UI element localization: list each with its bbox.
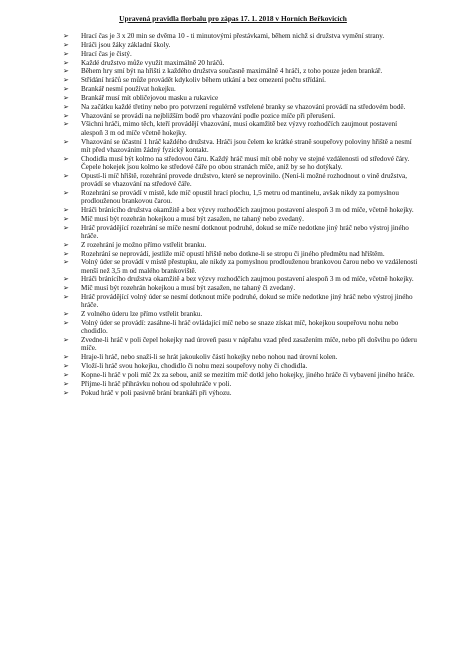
rule-item — [63, 93, 420, 102]
arrow-bullet-icon: ➢ — [63, 111, 69, 120]
arrow-bullet-icon: ➢ — [63, 205, 69, 214]
arrow-bullet-icon: ➢ — [63, 214, 69, 223]
arrow-bullet-icon: ➢ — [63, 240, 69, 249]
rule-text: Na začátku každé třetiny nebo pro potvrzení regulérně vstřelené branky se vhazování provádí na středovém bodě. — [81, 102, 406, 111]
rule-text: Střídání hráčů se může provádět kdykoliv během utkání a bez omezení počtu střídání. — [81, 76, 326, 85]
arrow-bullet-icon: ➢ — [63, 32, 69, 40]
rule-text: Přijme-li hráč přihrávku nohou od spoluhráče v poli. — [81, 379, 232, 388]
rule-text: Brankář musí mít obličejovou masku a rukavice — [81, 93, 219, 102]
rule-text: Hrací čas je 3 x 20 min se dvěma 10 - ti minutovými přestávkami, během nichž si družstva vymění strany. — [81, 32, 385, 40]
arrow-bullet-icon: ➢ — [63, 362, 69, 371]
rule-text: Z volného úderu lze přímo vstřelit branku. — [81, 310, 203, 319]
rule-item — [63, 67, 420, 76]
arrow-bullet-icon: ➢ — [63, 249, 69, 258]
rule-text: Hráč provádějící rozehrání se míče nesmí dotknout podruhé, dokud se míče nedotkne jiný hráč nebo výstroj jiného hráče. — [81, 223, 409, 240]
rule-text: Vhazování se účastní 1 hráč každého družstva. Hráči jsou čelem ke krátké straně soupeřovy poloviny hřiště a nesmí mít před vhazováním žádný fyzický kontakt. — [81, 137, 412, 154]
rule-text: Kopne-li hráč v poli míč 2x za sebou, aniž se mezitím míč dotkl jeho hokejky, jiného hráče či vybavení jiného hráče. — [81, 370, 415, 379]
rule-text: Hráči bránícího družstva okamžitě a bez výzvy rozhodčích zaujmou postavení alespoň 3 m od míče, včetně hokejky. — [81, 205, 414, 214]
rule-text: Vloží-li hráč svou hokejku, chodidlo či nohu mezi soupeřovy nohy či chodidla. — [81, 362, 308, 371]
page-title: Upravená pravidla florbalu pro zápas 17. 1. 2018 v Horních Beřkovicích — [119, 14, 347, 23]
rule-item — [63, 319, 420, 336]
arrow-bullet-icon: ➢ — [63, 120, 69, 129]
arrow-bullet-icon: ➢ — [63, 275, 69, 284]
arrow-bullet-icon: ➢ — [63, 293, 69, 302]
rule-item — [63, 240, 420, 249]
arrow-bullet-icon: ➢ — [63, 102, 69, 111]
rule-item — [63, 284, 420, 293]
rule-text: Během hry smí být na hřišti z každého družstva současně maximálně 4 hráči, z toho pouze jeden brankář. — [81, 67, 383, 76]
rule-item — [63, 85, 420, 94]
rule-item — [63, 370, 420, 379]
rule-item — [63, 258, 420, 275]
rule-text: Hráči jsou žáky základní školy. — [81, 40, 171, 49]
arrow-bullet-icon: ➢ — [63, 336, 69, 345]
rule-text: Hrací čas je čistý. — [81, 49, 132, 58]
rule-item — [63, 362, 420, 371]
rule-text: Hráč provádějící volný úder se nesmí dotknout míče podruhé, dokud se míče nedotkne jiný hráč nebo výstroj jiného hráče. — [81, 293, 413, 310]
arrow-bullet-icon: ➢ — [63, 223, 69, 232]
arrow-bullet-icon: ➢ — [63, 40, 69, 49]
arrow-bullet-icon: ➢ — [63, 93, 69, 102]
rule-text: Každé družstvo může využít maximálně 20 hráčů. — [81, 58, 225, 67]
arrow-bullet-icon: ➢ — [63, 85, 69, 94]
rule-item — [63, 214, 420, 223]
rule-item — [63, 379, 420, 388]
rule-text: Z rozehrání je možno přímo vstřelit branku. — [81, 240, 207, 249]
rule-item — [63, 310, 420, 319]
rule-item — [63, 154, 420, 172]
rule-item — [63, 32, 420, 40]
rule-item — [63, 58, 420, 67]
rule-item — [63, 120, 420, 137]
rule-item — [63, 293, 420, 310]
rules-list — [63, 32, 420, 397]
arrow-bullet-icon: ➢ — [63, 49, 69, 58]
rule-text: Rozehrání se provádí v místě, kde míč opustil hrací plochu, 1,5 metru od mantinelu, avšak nikdy za pomyslnou prodlouženou brankovou čarou. — [81, 188, 399, 206]
arrow-bullet-icon: ➢ — [63, 137, 69, 146]
arrow-bullet-icon: ➢ — [63, 258, 69, 267]
arrow-bullet-icon: ➢ — [63, 319, 69, 328]
rule-text: Hraje-li hráč, nebo snaží-li se hrát jakoukoliv částí hokejky nebo nohou nad úrovní kolen. — [81, 353, 338, 362]
arrow-bullet-icon: ➢ — [63, 353, 69, 362]
rule-item — [63, 171, 420, 189]
rule-text: Volný úder se provádí v místě přestupku, ale nikdy za pomyslnou prodlouženou brankovou čarou nebo ve vzdálenosti menší než 3,5 m od malého brankoviště. — [81, 258, 418, 275]
rule-item — [63, 137, 420, 155]
arrow-bullet-icon: ➢ — [63, 67, 69, 76]
rule-text: Opustí-li míč hřiště, rozehrání provede družstvo, které se neprovinilo. (Není-li možné rozhodnout o vině družstva, provádí se vhazování na středové čáře. — [81, 171, 407, 188]
rule-text: Pokud hráč v poli pasivně brání brankáři při výhozu. — [81, 388, 232, 397]
arrow-bullet-icon: ➢ — [63, 154, 69, 163]
rule-item — [63, 223, 420, 241]
arrow-bullet-icon: ➢ — [63, 379, 69, 388]
arrow-bullet-icon: ➢ — [63, 58, 69, 67]
rule-item — [63, 76, 420, 85]
arrow-bullet-icon: ➢ — [63, 370, 69, 379]
arrow-bullet-icon: ➢ — [63, 388, 69, 397]
rule-text: Volný úder se provádí: zasáhne-li hráč ovládající míč nebo se snaze získat míč, hokejkou soupeřovu nohu nebo chodidlo. — [81, 319, 399, 336]
arrow-bullet-icon: ➢ — [63, 171, 69, 180]
rule-item — [63, 49, 420, 58]
arrow-bullet-icon: ➢ — [63, 284, 69, 293]
rule-item — [63, 188, 420, 206]
arrow-bullet-icon: ➢ — [63, 310, 69, 319]
rule-item — [63, 388, 420, 397]
rule-item — [63, 111, 420, 120]
rule-item — [63, 40, 420, 49]
rule-item — [63, 275, 420, 284]
rule-item — [63, 205, 420, 214]
rule-item — [63, 353, 420, 362]
rule-text: Zvedne-li hráč v poli čepel hokejky nad úroveň pasu v nápřahu vzad před zasažením míče, nebo při došvihu po úderu míče. — [81, 336, 417, 353]
rule-text: Míč musí být rozehrán hokejkou a musí být zasažen, ne tahaný či zvedaný. — [81, 284, 296, 293]
rule-item — [63, 336, 420, 353]
rule-item — [63, 249, 420, 258]
rule-text: Všichni hráči, mimo těch, kteří provádějí vhazování, musí okamžitě bez výzvy rozhodčích zaujmout postavení alespoň 3 m od míče včetně hokejky. — [81, 120, 398, 137]
arrow-bullet-icon: ➢ — [63, 76, 69, 85]
rule-text: Brankář nesmí používat hokejku. — [81, 85, 176, 94]
arrow-bullet-icon: ➢ — [63, 188, 69, 197]
rule-text: Vhazování se provádí na nejbližším bodě pro vhazování podle pozice míče při přerušení. — [81, 111, 336, 120]
rule-text: Rozehrání se neprovádí, jestliže míč opustí hřiště nebo dotkne-li se stropu či jiného předmětu nad hřištěm. — [81, 249, 385, 258]
rule-text: Míč musí být rozehrán hokejkou a musí být zasažen, ne tahaný nebo zvedaný. — [81, 214, 304, 223]
rule-item — [63, 102, 420, 111]
rule-text: Chodidla musí být kolmo na středovou čáru. Každý hráč musí mít obě nohy ve stejné vzdálenosti od středové čáry. Čepele hokejek jsou kolmo ke středové čáře po obou stranách míče, aniž by se ho dotýkaly. — [81, 154, 410, 171]
rule-text: Hráči bránícího družstva okamžitě a bez výzvy rozhodčích zaujmou postavení alespoň 3 m od míče, včetně hokejky. — [81, 275, 414, 284]
